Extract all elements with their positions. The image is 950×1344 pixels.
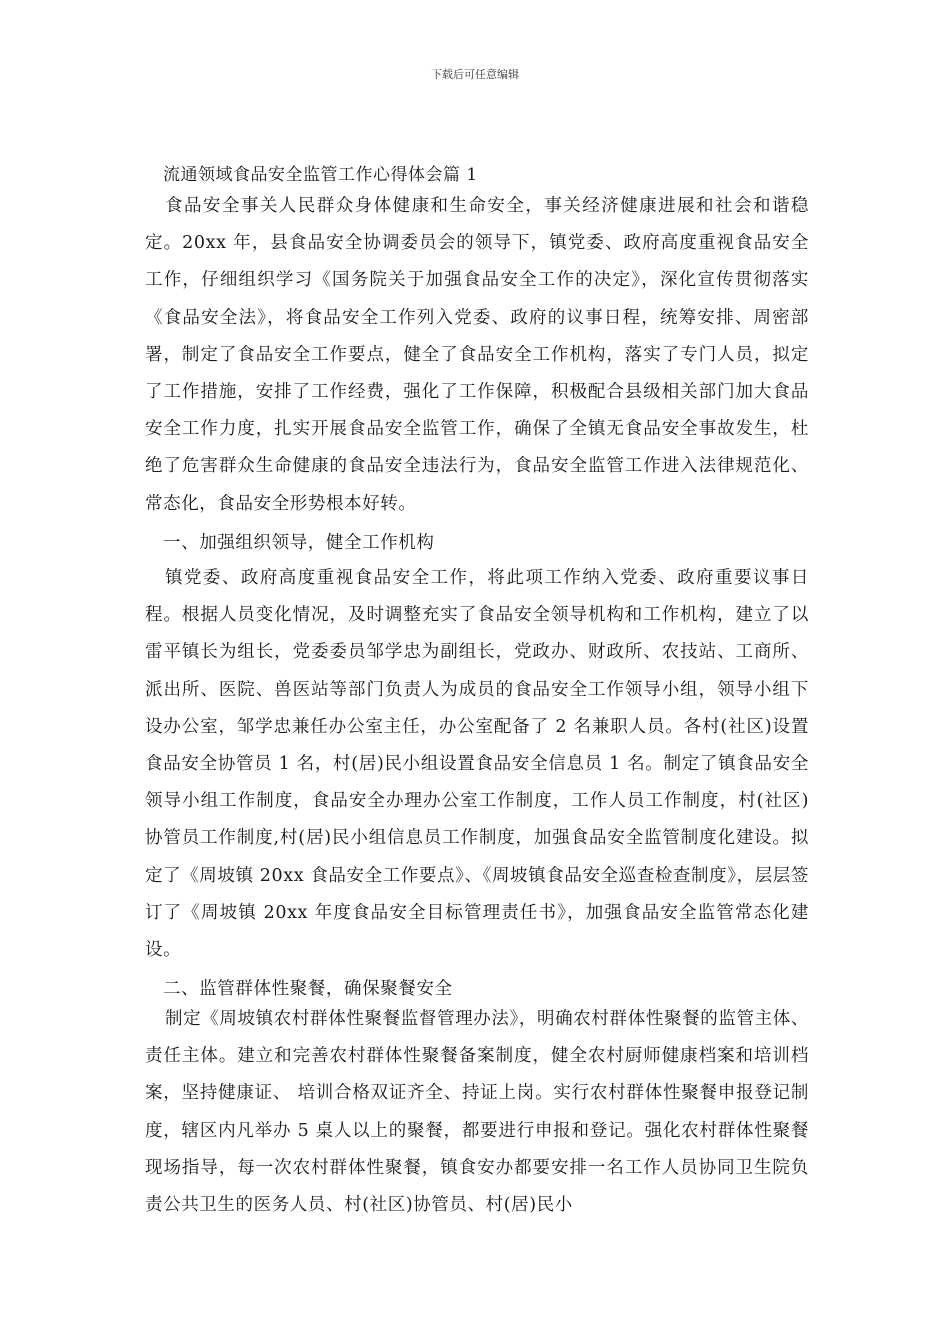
section1-heading: 一、加强组织领导，健全工作机构 (163, 533, 435, 553)
document-title: 流通领域食品安全监管工作心得体会篇 1 (163, 165, 478, 185)
header-note: 下载后可任意编辑 (431, 68, 519, 81)
intro-paragraph: 食品安全事关人民群众身体健康和生命安全，事关经济健康进展和社会和谐稳定。20xx 年，县食品安全协调委员会的领导下，镇党委、政府高度重视食品安全工作，仔细组织学习《国务院关于加强食品安全工作的决定》，深化宣传贯彻落实《食品安全法》，将食品安全工作列入党委、政府的议事日程，统筹安排、周密部署，制定了食品安全工作要点，健全了食品安全工作机构，落实了专门人员，拟定了工作措施，安排了工作经费，强化了工作保障，积极配合县级相关部门加大食品安全工作力度，扎实开展食品安全监管工作，确保了全镇无食品安全事故发生，杜绝了危害群众生命健康的食品安全违法行为，食品安全监管工作进入法律规范化、常态化，食品安全形势根本好转。 (145, 196, 809, 514)
section1-paragraph: 镇党委、政府高度重视食品安全工作，将此项工作纳入党委、政府重要议事日程。根据人员变化情况，及时调整充实了食品安全领导机构和工作机构，建立了以雷平镇长为组长，党委委员邹学忠为副组长，党政办、财政所、农技站、工商所、派出所、医院、兽医站等部门负责人为成员的食品安全工作领导小组，领导小组下设办公室，邹学忠兼任办公室主任，办公室配备了 2 名兼职人员。各村(社区)设置食品安全协管员 1 名，村(居)民小组设置食品安全信息员 1 名。制定了镇食品安全领导小组工作制度，食品安全办理办公室工作制度，工作人员工作制度，村(社区)协管员工作制度,村(居)民小组信息员工作制度，加强食品安全监管制度化建设。拟定了《周坡镇 20xx 食品安全工作要点》、《周坡镇食品安全巡查检查制度》，层层签订了《周坡镇 20xx 年度食品安全目标管理责任书》，加强食品安全监管常态化建设。 (145, 568, 809, 961)
section2-paragraph: 制定《周坡镇农村群体性聚餐监督管理办法》，明确农村群体性聚餐的监管主体、责任主体。建立和完善农村群体性聚餐备案制度，健全农村厨师健康档案和培训档案，坚持健康证、 培训合格双证齐全、持证上岗。实行农村群体性聚餐申报登记制度，辖区内凡举办 5 桌人以上的聚餐，都要进行申报和登记。强化农村群体性聚餐现场指导，每一次农村群体性聚餐，镇食安办都要安排一名工作人员协同卫生院负责公共卫生的医务人员、村(社区)协管员、村(居)民小 (145, 1009, 809, 1216)
section2-heading: 二、监管群体性聚餐，确保聚餐安全 (163, 979, 453, 999)
